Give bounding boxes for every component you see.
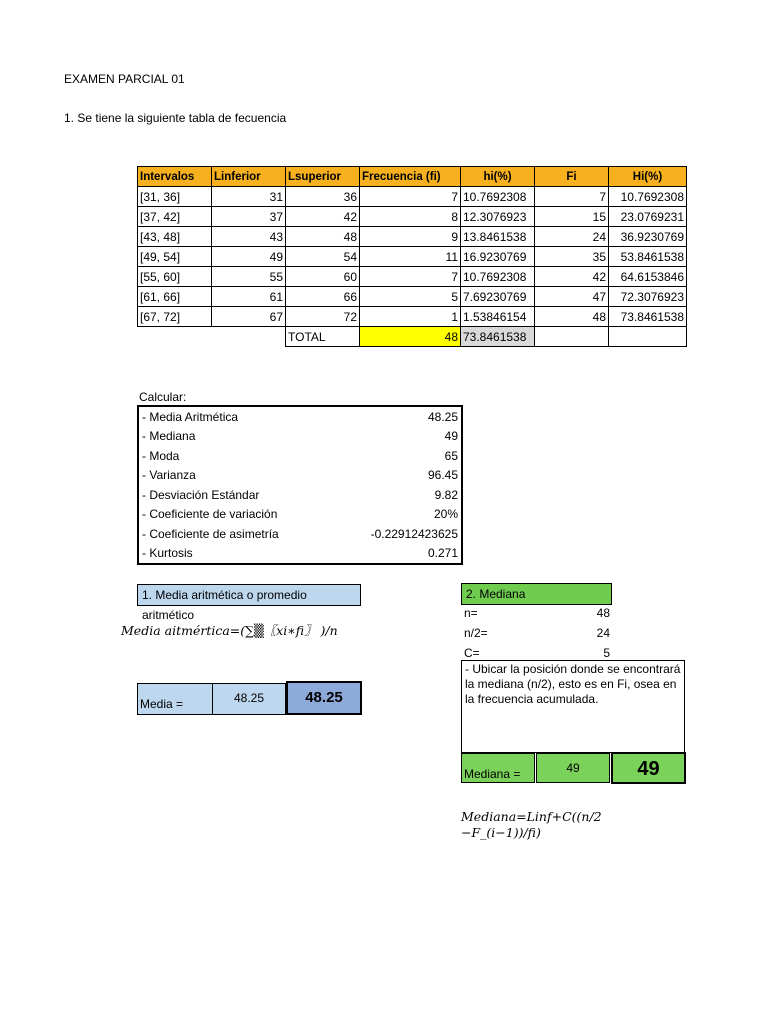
cell-Hi: 23.0769231 bbox=[609, 207, 687, 227]
calc-row-varianza bbox=[139, 466, 461, 486]
table-row bbox=[138, 247, 687, 267]
calc-row-coef-variacion bbox=[139, 505, 461, 525]
cell-lsuperior: 54 bbox=[286, 247, 360, 267]
calc-label: - Mediana bbox=[142, 429, 196, 444]
cell-lsuperior: 72 bbox=[286, 307, 360, 327]
mediana-formula-line1: Mediana=Linf+C((n/2 bbox=[461, 809, 602, 824]
table-row bbox=[138, 307, 687, 327]
table-header-row bbox=[138, 167, 687, 187]
total-hi: 73.8461538 bbox=[461, 327, 535, 347]
calc-value: 49 bbox=[444, 429, 458, 444]
calc-label: - Kurtosis bbox=[142, 546, 193, 561]
total-label: TOTAL bbox=[286, 327, 360, 347]
header-hi: hi(%) bbox=[461, 167, 535, 187]
cell-lsuperior: 66 bbox=[286, 287, 360, 307]
cell-Fi: 24 bbox=[535, 227, 609, 247]
calc-row-mediana bbox=[139, 427, 461, 447]
total-Fi-empty bbox=[535, 327, 609, 347]
calc-label: - Coeficiente de variación bbox=[142, 507, 278, 522]
header-frecuencia: Frecuencia (fi) bbox=[360, 167, 461, 187]
header-linferior: Linferior bbox=[212, 167, 286, 187]
table-row bbox=[138, 187, 687, 207]
cell-fi: 7 bbox=[360, 267, 461, 287]
calc-row-media bbox=[139, 407, 461, 427]
frequency-table bbox=[137, 166, 687, 347]
calc-row-kurtosis bbox=[139, 544, 461, 564]
n-value: 48 bbox=[596, 606, 610, 620]
cell-fi: 7 bbox=[360, 187, 461, 207]
cell-fi: 8 bbox=[360, 207, 461, 227]
cell-lsuperior: 36 bbox=[286, 187, 360, 207]
calc-row-desviacion bbox=[139, 485, 461, 505]
cell-linferior: 55 bbox=[212, 267, 286, 287]
cell-hi: 1.53846154 bbox=[461, 307, 535, 327]
media-formula: Media aitmértica=(∑▒〖xi∗fi〗 )/n bbox=[121, 623, 338, 638]
cell-Fi: 7 bbox=[535, 187, 609, 207]
calc-value: 96.45 bbox=[427, 468, 458, 483]
calc-row-coef-asimetria bbox=[139, 524, 461, 544]
mediana-note-box: - Ubicar la posición donde se encontrará la mediana (n/2), esto es en Fi, osea en la frecuencia acumulada. bbox=[461, 660, 685, 753]
cell-fi: 9 bbox=[360, 227, 461, 247]
cell-lsuperior: 60 bbox=[286, 267, 360, 287]
cell-fi: 11 bbox=[360, 247, 461, 267]
cell-linferior: 31 bbox=[212, 187, 286, 207]
table-row bbox=[138, 267, 687, 287]
cell-lsuperior: 42 bbox=[286, 207, 360, 227]
cell-linferior: 43 bbox=[212, 227, 286, 247]
c-label: C= bbox=[464, 646, 480, 660]
document-title: EXAMEN PARCIAL 01 bbox=[64, 72, 185, 86]
mediana-formula-line2: −F_(i−1))/fi) bbox=[461, 825, 541, 840]
calc-value: 9.82 bbox=[434, 487, 458, 502]
header-lsuperior: Lsuperior bbox=[286, 167, 360, 187]
media-value: 48.25 bbox=[212, 683, 286, 715]
cell-Hi: 72.3076923 bbox=[609, 287, 687, 307]
cell-Fi: 47 bbox=[535, 287, 609, 307]
calc-label: - Moda bbox=[142, 448, 180, 463]
calc-value: 65 bbox=[444, 448, 458, 463]
table-row bbox=[138, 287, 687, 307]
total-fi: 48 bbox=[360, 327, 461, 347]
cell-interval: [43, 48] bbox=[138, 227, 212, 247]
header-Fi: Fi bbox=[535, 167, 609, 187]
media-label: Media = bbox=[137, 683, 213, 715]
cell-hi: 16.9230769 bbox=[461, 247, 535, 267]
cell-Fi: 42 bbox=[535, 267, 609, 287]
table-total-row bbox=[138, 327, 687, 347]
cell-hi: 12.3076923 bbox=[461, 207, 535, 227]
cell-interval: [55, 60] bbox=[138, 267, 212, 287]
calc-value: 48.25 bbox=[427, 409, 458, 424]
cell-linferior: 37 bbox=[212, 207, 286, 227]
cell-Hi: 10.7692308 bbox=[609, 187, 687, 207]
cell-interval: [37, 42] bbox=[138, 207, 212, 227]
cell-Hi: 64.6153846 bbox=[609, 267, 687, 287]
cell-interval: [31, 36] bbox=[138, 187, 212, 207]
calc-value: -0.22912423625 bbox=[370, 526, 458, 541]
calc-box bbox=[137, 405, 463, 565]
c-value: 5 bbox=[603, 646, 610, 660]
cell-fi: 5 bbox=[360, 287, 461, 307]
cell-interval: [67, 72] bbox=[138, 307, 212, 327]
media-section-header: 1. Media aritmética o promedio aritmético bbox=[137, 584, 361, 606]
cell-hi: 13.8461538 bbox=[461, 227, 535, 247]
calc-row-moda bbox=[139, 446, 461, 466]
cell-linferior: 61 bbox=[212, 287, 286, 307]
n-label: n= bbox=[464, 606, 478, 620]
mediana-value-big: 49 bbox=[611, 752, 686, 784]
cell-interval: [49, 54] bbox=[138, 247, 212, 267]
calc-label: - Desviación Estándar bbox=[142, 487, 260, 502]
total-Hi-empty bbox=[609, 327, 687, 347]
calc-value: 20% bbox=[433, 507, 458, 522]
media-value-big: 48.25 bbox=[286, 681, 362, 715]
mediana-label: Mediana = bbox=[461, 753, 535, 783]
cell-hi: 10.7692308 bbox=[461, 267, 535, 287]
header-intervalos: Intervalos bbox=[138, 167, 212, 187]
cell-Fi: 35 bbox=[535, 247, 609, 267]
table-row bbox=[138, 207, 687, 227]
n2-label: n/2= bbox=[464, 626, 488, 640]
calc-title: Calcular: bbox=[139, 390, 187, 404]
calc-label: - Coeficiente de asimetría bbox=[142, 526, 279, 541]
cell-interval: [61, 66] bbox=[138, 287, 212, 307]
cell-Hi: 73.8461538 bbox=[609, 307, 687, 327]
cell-hi: 7.69230769 bbox=[461, 287, 535, 307]
table-row bbox=[138, 227, 687, 247]
cell-Fi: 15 bbox=[535, 207, 609, 227]
cell-fi: 1 bbox=[360, 307, 461, 327]
cell-hi: 10.7692308 bbox=[461, 187, 535, 207]
mediana-section-header: 2. Mediana bbox=[461, 583, 612, 605]
cell-Hi: 53.8461538 bbox=[609, 247, 687, 267]
header-Hi: Hi(%) bbox=[609, 167, 687, 187]
calc-value: 0.271 bbox=[427, 546, 458, 561]
cell-lsuperior: 48 bbox=[286, 227, 360, 247]
calc-label: - Varianza bbox=[142, 468, 196, 483]
question-text: 1. Se tiene la siguiente tabla de fecuencia bbox=[64, 111, 287, 125]
cell-Hi: 36.9230769 bbox=[609, 227, 687, 247]
calc-label: - Media Aritmética bbox=[142, 409, 239, 424]
mediana-value: 49 bbox=[536, 753, 610, 783]
cell-Fi: 48 bbox=[535, 307, 609, 327]
n2-value: 24 bbox=[596, 626, 610, 640]
cell-linferior: 67 bbox=[212, 307, 286, 327]
cell-linferior: 49 bbox=[212, 247, 286, 267]
